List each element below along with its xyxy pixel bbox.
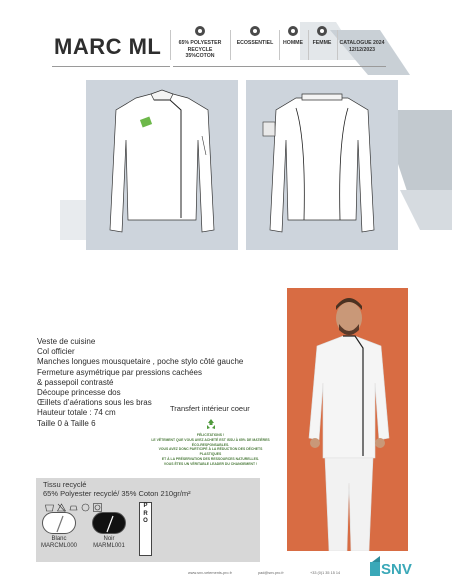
front-technical-drawing	[86, 80, 238, 250]
jacket-back-sketch	[246, 80, 398, 250]
product-header	[0, 22, 452, 72]
description-line: Hauteur totale : 74 cm	[37, 408, 116, 418]
transfer-line: ÉCO-RESPONSABLES.	[191, 442, 230, 447]
dry-clean-icon	[81, 503, 90, 512]
header-rule	[173, 66, 386, 67]
fabric-composition: 65% Polyester recyclé/ 35% Coton 210gr/m²	[43, 489, 191, 498]
catalogue-label: CATALOGUE 2024	[339, 40, 385, 46]
description-line: Manches longues mousquetaire , poche stylo côté gauche	[37, 357, 244, 367]
wash-60-icon	[45, 503, 54, 512]
pro-letter: P	[143, 503, 148, 509]
pro-letter: O	[143, 518, 148, 524]
header-separator	[170, 30, 171, 60]
eco-column	[232, 26, 278, 47]
composition-line: RECYCLE	[187, 46, 213, 53]
pro-letter: R	[143, 510, 148, 517]
description-line: Col officier	[37, 347, 75, 357]
fabric-icon	[195, 26, 205, 36]
no-bleach-icon	[57, 503, 66, 512]
fabric-info-box	[36, 478, 260, 562]
transfer-line: VOUS ÊTES UN VÉRITABLE LEADER DU CHANGEMENT !	[163, 461, 258, 466]
snv-logo-text: SNV	[381, 561, 412, 578]
footer-phone: +33 (0)1 35 15 14	[310, 571, 341, 575]
recycle-icon	[205, 418, 217, 430]
fabric-title: Tissu recyclé	[43, 480, 87, 489]
header-rule	[52, 66, 170, 67]
color-label-blanc	[34, 536, 84, 550]
transfer-line: FÉLICITATIONS !	[196, 433, 225, 437]
femme-label: FEMME	[312, 40, 332, 46]
pen-pocket	[263, 122, 275, 136]
swatch-stripe	[43, 513, 77, 535]
transfer-line: VOUS AVEZ DONC PARTICIPÉ À LA RÉDUCTION DES DÉCHETS PLASTIQUES	[158, 447, 263, 457]
description-line: Veste de cuisine	[37, 337, 96, 346]
composition-line: 65% POLYESTER	[178, 40, 222, 46]
homme-column	[280, 26, 306, 47]
transfer-line: LE VÊTEMENT QUE VOUS AVEZ ACHETÉ EST ISSU À 65% DE MATIÈRES	[151, 437, 270, 442]
transfer-message	[148, 433, 273, 467]
product-description	[37, 337, 243, 429]
color-swatch-noir[interactable]	[92, 512, 126, 534]
eco-icon	[250, 26, 260, 36]
femme-column	[309, 26, 335, 47]
color-name: Blanc	[51, 536, 67, 542]
model-illustration	[287, 288, 408, 551]
transfer-line: ET À LA PRÉSERVATION DES RESSOURCES NATURELLES.	[161, 456, 260, 461]
jacket-front-sketch	[86, 80, 238, 250]
description-line: Œillets d’aérations sous les bras	[37, 398, 152, 408]
color-ref: MARML001	[93, 543, 125, 549]
header-separator	[230, 30, 231, 60]
homme-label: HOMME	[283, 40, 303, 46]
color-ref: MARCML000	[40, 543, 77, 549]
description-line: Découpe princesse dos	[37, 388, 121, 398]
color-label-noir	[84, 536, 134, 550]
pro-badge	[139, 502, 152, 556]
woman-icon	[317, 26, 327, 36]
back-technical-drawing	[246, 80, 398, 250]
composition-line: 35%COTON	[185, 53, 215, 59]
eco-label: ECOSSENTIEL	[236, 40, 274, 46]
description-line: Taille 0 à Taille 6	[37, 418, 96, 428]
iron-icon	[69, 503, 78, 512]
color-swatch-blanc[interactable]	[42, 512, 76, 534]
footer-email: pad@snv.pro.fr	[258, 571, 284, 575]
product-photo	[287, 288, 408, 551]
product-title: MARC ML	[54, 34, 162, 59]
man-icon	[288, 26, 298, 36]
catalogue-column	[338, 40, 386, 53]
color-name: Noir	[103, 536, 115, 542]
snv-logo	[370, 556, 416, 578]
composition-column	[173, 26, 227, 60]
description-line: Fermeture asymétrique par pressions cachées	[37, 367, 202, 377]
tumble-dry-icon	[93, 503, 102, 512]
swatch-stripe	[93, 513, 127, 535]
catalogue-date: 12/12/2023	[349, 46, 375, 53]
description-line: & passepoil contrasté	[37, 377, 114, 387]
transfer-title: Transfert intérieur coeur	[170, 404, 250, 413]
footer-website: www.snv-vetements-pro.fr	[188, 571, 232, 575]
